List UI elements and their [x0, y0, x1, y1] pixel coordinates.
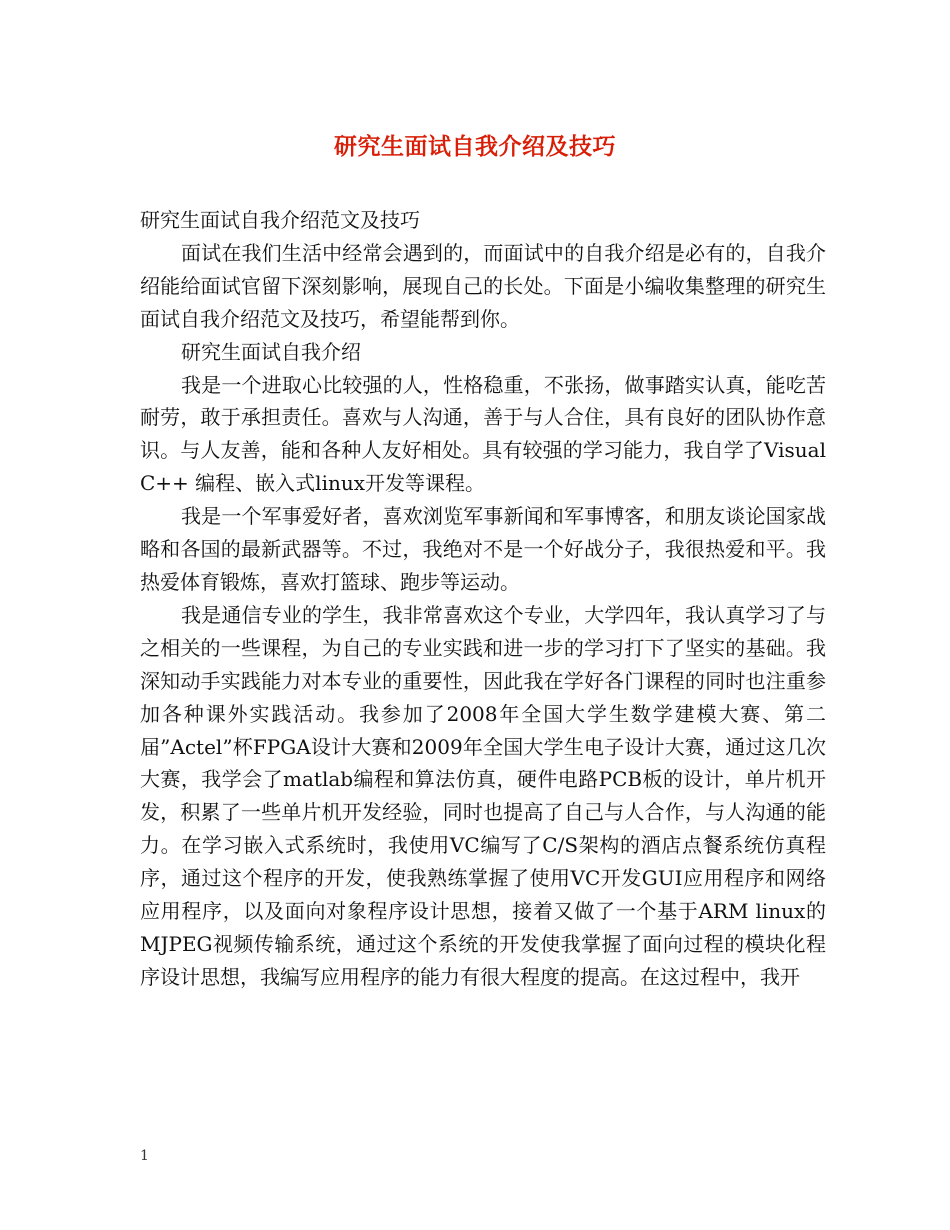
paragraph-5: 我是通信专业的学生，我非常喜欢这个专业，大学四年，我认真学习了与之相关的一些课程，为自己的专业实践和进一步的学习打下了坚实的基础。我深知动手实践能力对本专业的重要性，因此我在学好各门课程的同时也注重参加各种课外实践活动。我参加了2008年全国大学生数学建模大赛、第二届”Actel”杯FPGA设计大赛和2009年全国大学生电子设计大赛，通过这几次大赛，我学会了matlab编程和算法仿真，硬件电路PCB板的设计，单片机开发，积累了一些单片机开发经验，同时也提高了自己与人合作，与人沟通的能力。在学习嵌入式系统时，我使用VC编写了C/S架构的酒店点餐系统仿真程序，通过这个程序的开发，使我熟练掌握了使用VC开发GUI应用程序和网络应用程序，以及面向对象程序设计思想，接着又做了一个基于ARM linux的MJPEG视频传输系统，通过这个系统的开发使我掌握了面向过程的模块化程序设计思想，我编写应用程序的能力有很大程度的提高。在这过程中，我开 [140, 602, 826, 989]
page-number: 1 [140, 1148, 149, 1164]
document-title: 研究生面试自我介绍及技巧 [334, 134, 616, 160]
paragraph-3: 我是一个进取心比较强的人，性格稳重，不张扬，做事踏实认真，能吃苦耐劳，敢于承担责任。喜欢与人沟通，善于与人合住，具有良好的团队协作意识。与人友善，能和各种人友好相处。具有较强的学习能力，我自学了Visual C++ 编程、嵌入式linux开发等课程。 [140, 372, 826, 496]
paragraph-1: 面试在我们生活中经常会遇到的，而面试中的自我介绍是必有的，自我介绍能给面试官留下深刻影响，展现自己的长处。下面是小编收集整理的研究生面试自我介绍范文及技巧，希望能帮到你。 [140, 240, 826, 331]
paragraph-4: 我是一个军事爱好者，喜欢浏览军事新闻和军事博客，和朋友谈论国家战略和各国的最新武器等。不过，我绝对不是一个好战分子，我很热爱和平。我热爱体育锻炼，喜欢打篮球、跑步等运动。 [140, 504, 826, 594]
document-body [140, 204, 826, 994]
paragraph-2: 研究生面试自我介绍 [181, 339, 361, 364]
paragraph-0: 研究生面试自我介绍范文及技巧 [140, 208, 420, 232]
